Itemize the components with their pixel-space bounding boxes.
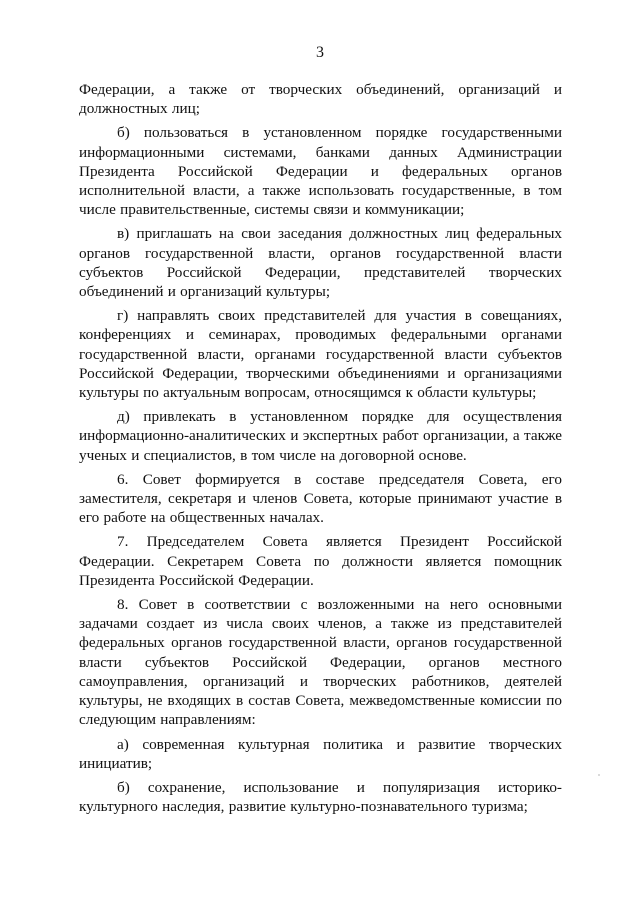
paragraph-item-d: д) привлекать в установленном порядке для осуществления информационно-аналитических и экспертных работ организации, а также ученых и специалистов, в том числе на договорной основе. xyxy=(79,408,562,464)
page-number: 3 xyxy=(316,44,324,61)
paragraph-item-g: г) направлять своих представителей для участия в совещаниях, конференциях и семинарах, проводимых федеральными органами государственной власти, органами государственной власти субъектов Российской Федерации, творческими объединениями и организациями культуры по актуальным вопросам, относящимся к области культуры; xyxy=(79,307,562,402)
paragraph-subitem-a: а) современная культурная политика и развитие творческих инициатив; xyxy=(79,735,562,772)
paragraph-item-b: б) пользоваться в установленном порядке государственными информационными системами, банками данных Администрации Президента Российской Федерации и федеральных органов исполнительной власти, а также использовать государственные, в том числе правительственные, системы связи и коммуникации; xyxy=(79,124,562,219)
scan-speck xyxy=(598,774,600,776)
paragraph-subitem-b: б) сохранение, использование и популяризация историко-культурного наследия, развитие культурно-познавательного туризма; xyxy=(79,778,562,816)
document-body xyxy=(79,80,562,821)
paragraph-clause-7: 7. Председателем Совета является Президент Российской Федерации. Секретарем Совета по должности является помощник Президента Российской Федерации. xyxy=(79,533,562,589)
paragraph-continuation: Федерации, а также от творческих объединений, организаций и должностных лиц; xyxy=(79,81,562,118)
paragraph-item-v: в) приглашать на свои заседания должностных лиц федеральных органов государственной власти, органов государственной власти субъектов Российской Федерации, представителей творческих объединений и организаций культуры; xyxy=(79,225,562,301)
paragraph-clause-8: 8. Совет в соответствии с возложенными на него основными задачами создает из числа своих членов, а также из представителей федеральных органов государственной власти, органов государственной власти субъектов Российской Федерации, органов местного самоуправления, организаций и творческих работников, деятелей культуры, не входящих в состав Совета, межведомственные комиссии по следующим направлениям: xyxy=(79,596,562,729)
paragraph-clause-6: 6. Совет формируется в составе председателя Совета, его заместителя, секретаря и членов Совета, которые принимают участие в его работе на общественных началах. xyxy=(79,470,562,527)
